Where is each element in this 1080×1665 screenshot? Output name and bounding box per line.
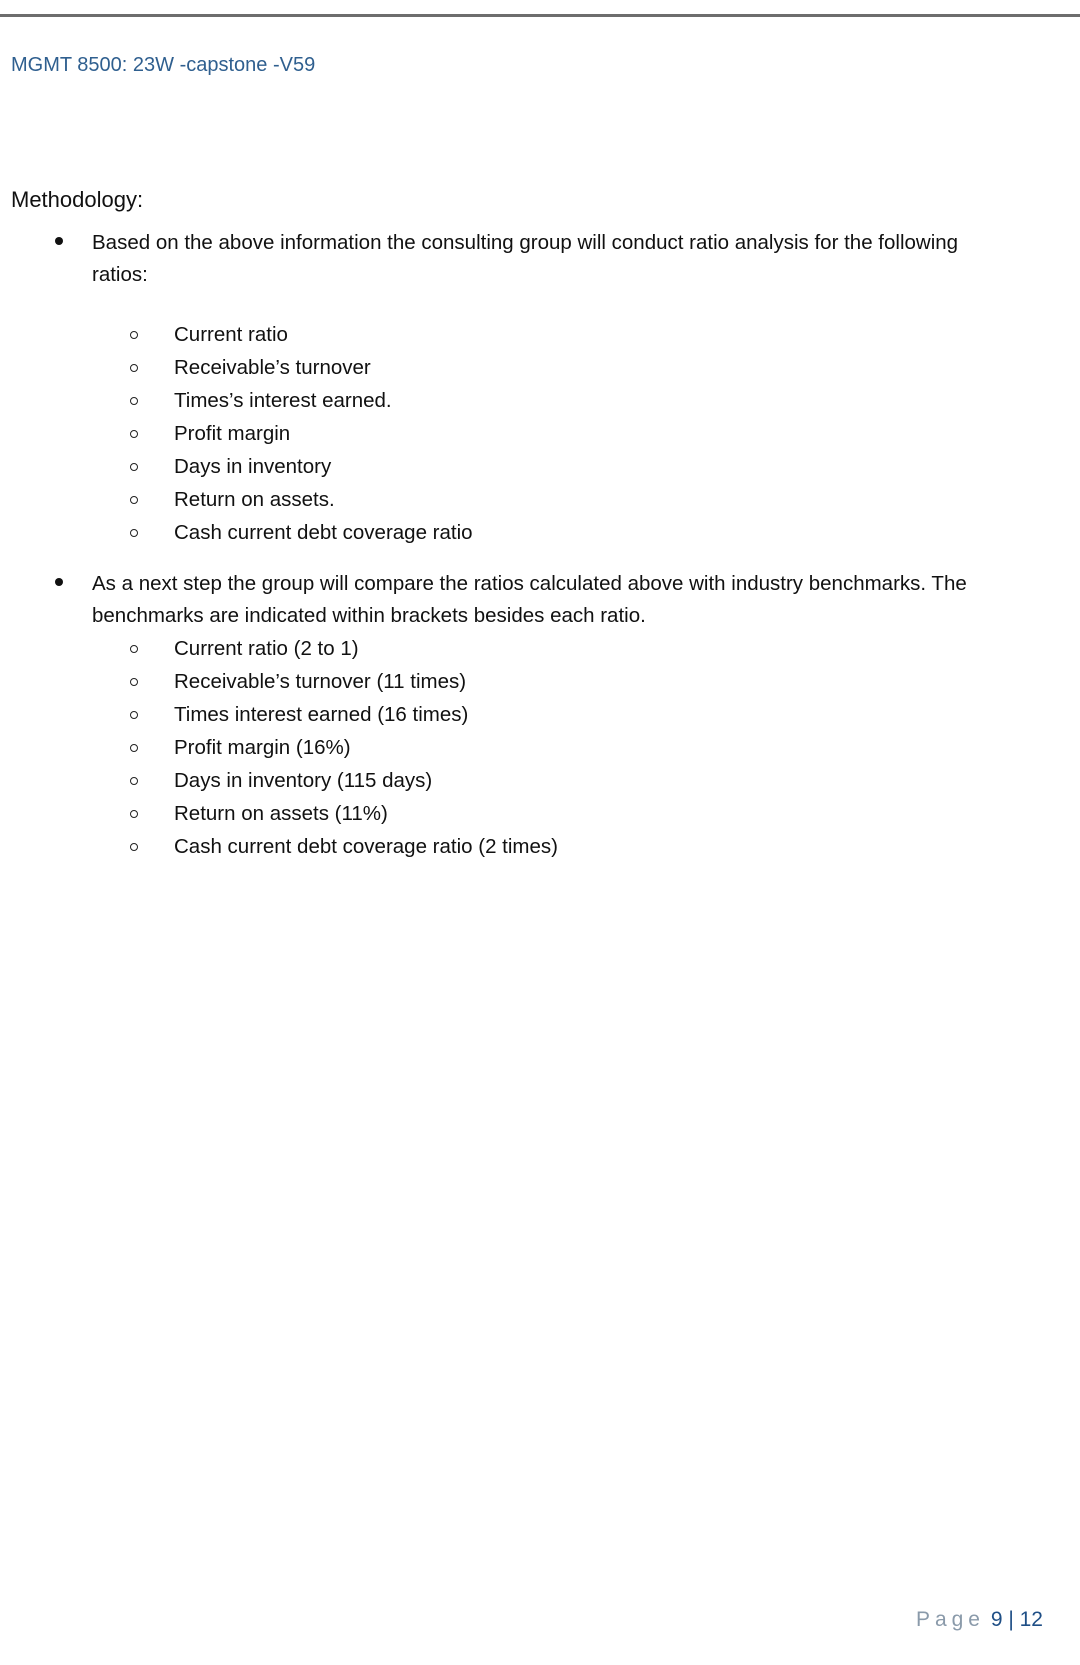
list-item-label: Return on assets.: [174, 488, 335, 511]
hollow-circle-bullet-icon: [130, 744, 138, 752]
list-item-label: Profit margin: [174, 422, 291, 445]
list-item-label: Cash current debt coverage ratio: [174, 521, 473, 544]
page-footer: [916, 1608, 1043, 1632]
bullet-dot-icon: [55, 578, 63, 586]
hollow-circle-bullet-icon: [130, 364, 138, 372]
hollow-circle-bullet-icon: [130, 463, 138, 471]
bullet-text: As a next step the group will compare the ratios calculated above with industry benchmarks. The benchmarks are indicated within brackets besides each ratio.: [92, 572, 967, 627]
list-item-label: Current ratio: [174, 323, 288, 346]
list-item-label: Days in inventory: [174, 455, 332, 478]
header-rule: [0, 14, 1080, 17]
list-item-label: Receivable’s turnover (11 times): [174, 670, 467, 693]
list-item-label: Return on assets (11%): [174, 802, 388, 825]
hollow-circle-bullet-icon: [130, 711, 138, 719]
list-item-label: Current ratio (2 to 1): [174, 637, 359, 660]
hollow-circle-bullet-icon: [130, 678, 138, 686]
list-item-label: Profit margin (16%): [174, 736, 351, 759]
hollow-circle-bullet-icon: [130, 810, 138, 818]
list-item-label: Cash current debt coverage ratio (2 times): [174, 835, 558, 858]
hollow-circle-bullet-icon: [130, 331, 138, 339]
hollow-circle-bullet-icon: [130, 430, 138, 438]
page-label: Page: [915, 1608, 985, 1631]
list-item-label: Times’s interest earned.: [174, 389, 392, 412]
bullet-text: Based on the above information the consulting group will conduct ratio analysis for the following ratios:: [92, 231, 959, 286]
hollow-circle-bullet-icon: [130, 496, 138, 504]
hollow-circle-bullet-icon: [130, 397, 138, 405]
hollow-circle-bullet-icon: [130, 843, 138, 851]
hollow-circle-bullet-icon: [130, 645, 138, 653]
list-item-label: Days in inventory (115 days): [174, 769, 433, 792]
list-item-label: Receivable’s turnover: [174, 356, 371, 379]
section-title: Methodology:: [11, 187, 144, 212]
bullet-dot-icon: [55, 237, 63, 245]
list-item-label: Times interest earned (16 times): [174, 703, 469, 726]
hollow-circle-bullet-icon: [130, 777, 138, 785]
page-number: 9 | 12: [990, 1608, 1043, 1631]
document-header: MGMT 8500: 23W -capstone -V59: [11, 54, 316, 76]
hollow-circle-bullet-icon: [130, 529, 138, 537]
